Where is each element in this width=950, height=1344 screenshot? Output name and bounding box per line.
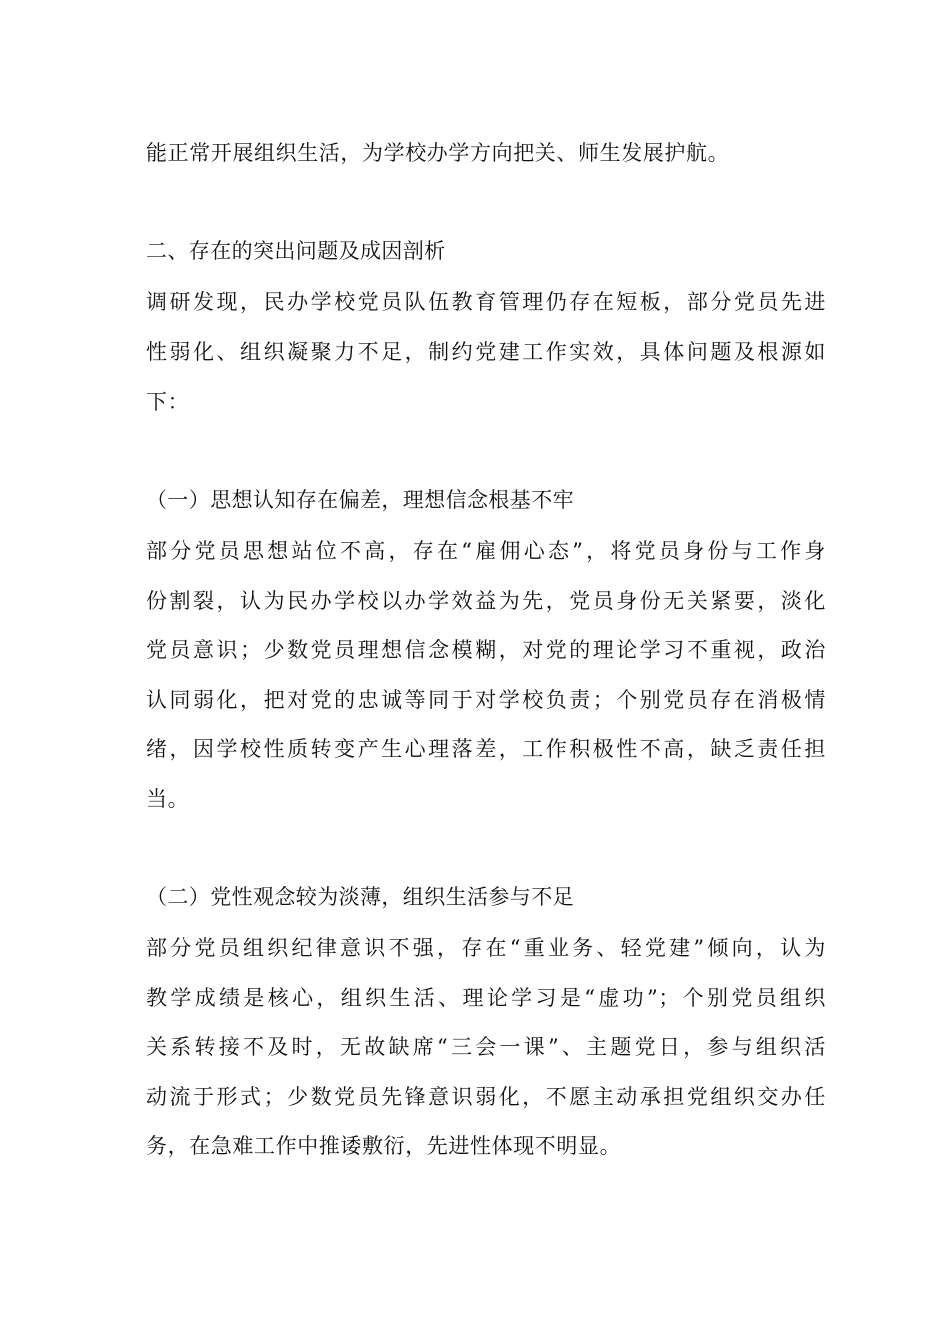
paragraph-line: 教学成绩是核心，组织生活、理论学习是“虚功”；个别党员组织 [146,986,826,1010]
paragraph-line: 部分党员思想站位不高，存在“雇佣心态”，将党员身份与工作身 [146,539,826,563]
paragraph-line: 当。 [146,787,190,811]
subsection-heading: （一）思想认知存在偏差，理想信念根基不牢 [146,488,574,512]
paragraph-line: 调研发现，民办学校党员队伍教育管理仍存在短板，部分党员先进 [146,290,826,314]
paragraph-line: 党员意识；少数党员理想信念模糊，对党的理论学习不重视，政治 [146,638,826,662]
paragraph-line: 性弱化、组织凝聚力不足，制约党建工作实效，具体问题及根源如 [146,340,826,364]
paragraph-line: 份割裂，认为民办学校以办学效益为先，党员身份无关紧要，淡化 [146,589,826,613]
paragraph-line: 认同弱化，把对党的忠诚等同于对学校负责；个别党员存在消极情 [146,688,826,712]
paragraph-line: 动流于形式；少数党员先锋意识弱化，不愿主动承担党组织交办任 [146,1085,826,1109]
section-heading: 二、存在的突出问题及成因剖析 [146,239,446,263]
paragraph-line: 关系转接不及时，无故缺席“三会一课”、主题党日，参与组织活 [146,1035,826,1059]
subsection-heading: （二）党性观念较为淡薄，组织生活参与不足 [146,885,574,909]
paragraph-line: 下： [146,390,190,414]
paragraph-line: 绪，因学校性质转变产生心理落差，工作积极性不高，缺乏责任担 [146,737,826,761]
paragraph-line: 部分党员组织纪律意识不强，存在“重业务、轻党建”倾向，认为 [146,936,826,960]
paragraph-line: 务，在急难工作中推诿敷衍，先进性体现不明显。 [146,1134,622,1158]
paragraph-line: 能正常开展组织生活，为学校办学方向把关、师生发展护航。 [146,141,730,165]
